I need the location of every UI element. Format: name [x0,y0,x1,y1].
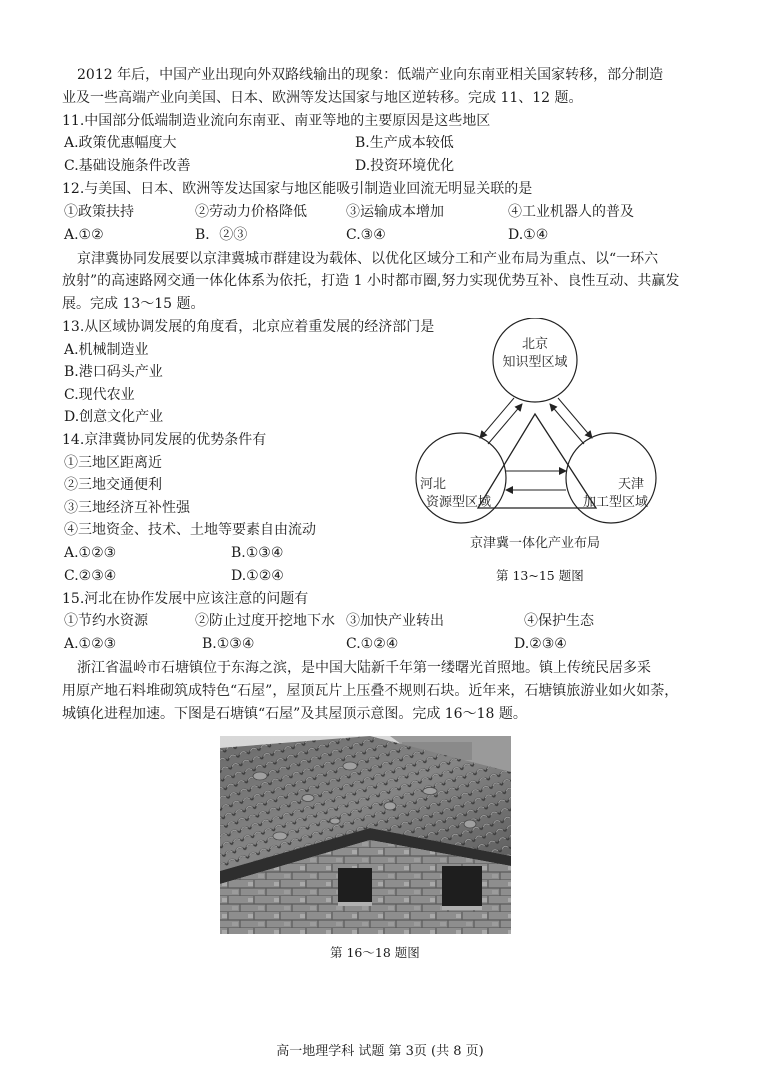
question-12-item-2: ②劳动力价格降低 [195,204,307,220]
question-12-item-1: ①政策扶持 [64,204,134,220]
question-15-item-4: ④保护生态 [524,613,594,629]
question-12-option-c: C.③④ [346,227,386,243]
question-12-item-3: ③运输成本增加 [346,204,444,220]
question-14-item-1: ①三地区距离近 [64,455,162,471]
question-15-item-3: ③加快产业转出 [346,613,444,629]
hebei-type-label: 资源型区域 [426,495,492,510]
intro-16-18-line2: 用原产地石料堆砌筑成特色“石屋”，屋顶瓦片上压叠不规则石块。近年来，石塘镇旅游业如火如荼， [62,683,679,699]
window-left [338,868,372,902]
beijing-type-label: 知识型区域 [502,355,568,370]
question-12-option-d: D.①④ [508,227,549,243]
intro-11-12-line1: 2012 年后，中国产业出现向外双路线输出的现象：低端产业向东南亚相关国家转移，部分制造 [77,67,664,83]
question-13-stem: 13.从区域协调发展的角度看，北京应着重发展的经济部门是 [62,319,435,335]
question-11-stem: 11.中国部分低端制造业流向东南亚、南亚等地的主要原因是这些地区 [62,113,491,129]
beijing-name-label: 北京 [521,337,549,352]
page-footer: 高一地理学科 试题 第 3页 (共 8 页) [276,1044,484,1059]
question-14-option-a: A.①②③ [64,545,117,561]
question-14-stem: 14.京津冀协同发展的优势条件有 [62,432,267,448]
question-13-option-d: D.创意文化产业 [64,409,164,425]
question-14-option-b: B.①③④ [231,545,284,561]
intro-11-12-line2: 业及一些高端产业向美国、日本、欧洲等发达国家与地区逆转移。完成 11、12 题。 [62,90,583,106]
question-15-item-2: ②防止过度开挖地下水 [195,613,335,629]
arrow-beijing-to-tianjin [558,398,592,438]
question-14-option-c: C.②③④ [64,568,117,584]
question-14-item-3: ③三地经济互补性强 [64,500,190,516]
arrow-tianjin-to-beijing [550,404,584,444]
arrow-beijing-to-hebei [480,398,514,438]
hebei-name-label: 河北 [420,477,447,492]
question-12-item-4: ④工业机器人的普及 [508,204,634,220]
tianjin-type-label: 加工型区域 [582,495,648,510]
intro-16-18-line3: 城镇化进程加速。下图是石塘镇“石屋”及其屋顶示意图。完成 16～18 题。 [62,706,527,722]
diagram-inner-caption: 京津冀一体化产业布局 [469,536,601,551]
arrow-hebei-to-beijing [488,404,522,444]
question-12-stem: 12.与美国、日本、欧洲等发达国家与地区能吸引制造业回流无明显关联的是 [62,181,533,197]
question-15-stem: 15.河北在协作发展中应该注意的问题有 [62,591,309,607]
question-12-option-b: B．②③ [195,227,248,243]
question-14-item-2: ②三地交通便利 [64,477,162,493]
question-15-option-b: B.①③④ [202,636,255,652]
question-15-option-d: D.②③④ [514,636,567,652]
diagram-caption: 第 13~15 题图 [496,568,584,583]
window-right [442,866,482,906]
question-11-option-b: B.生产成本较低 [355,135,454,151]
question-15-item-1: ①节约水资源 [64,613,148,629]
question-13-option-c: C.现代农业 [64,387,135,403]
intro-13-15-line1: 京津冀协同发展要以京津冀城市群建设为载体、以优化区域分工和产业布局为重点、以“一环六 [77,251,659,267]
stone-house-roof-photo [220,736,511,934]
question-14-option-d: D.①②④ [231,568,284,584]
jingjinji-industry-layout-diagram [408,318,658,558]
question-15-option-c: C.①②④ [346,636,399,652]
photo-caption: 第 16～18 题图 [330,945,420,960]
question-15-option-a: A.①②③ [64,636,117,652]
question-12-option-a: A.①② [64,227,104,243]
question-14-item-4: ④三地资金、技术、土地等要素自由流动 [64,522,316,538]
intro-13-15-line3: 展。完成 13～15 题。 [62,296,205,312]
intro-13-15-line2: 放射”的高速路网交通一体化体系为依托，打造 1 小时都市圈,努力实现优势互补、良性互动、共赢发 [62,273,680,289]
question-11-option-c: C.基础设施条件改善 [64,158,191,174]
question-13-option-b: B.港口码头产业 [64,364,163,380]
question-11-option-d: D.投资环境优化 [355,158,455,174]
question-13-option-a: A.机械制造业 [64,342,149,358]
intro-16-18-line1: 浙江省温岭市石塘镇位于东海之滨，是中国大陆新千年第一缕曙光首照地。镇上传统民居多采 [77,660,651,676]
tianjin-name-label: 天津 [617,477,644,492]
question-11-option-a: A.政策优惠幅度大 [64,135,177,151]
